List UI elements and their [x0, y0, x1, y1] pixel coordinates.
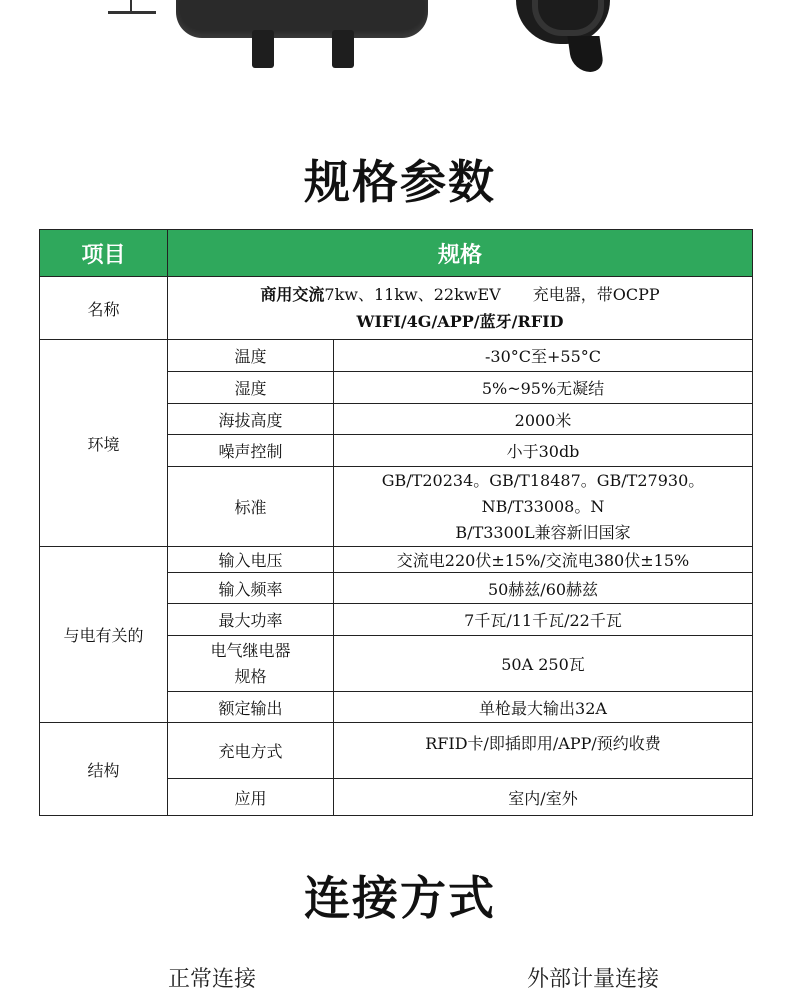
- row-item: 噪声控制: [168, 435, 334, 467]
- row-value: -30°C至+55°C: [334, 340, 753, 372]
- table-row-name: [40, 277, 753, 340]
- header-item: 项目: [40, 230, 168, 277]
- row-item: 标准: [168, 467, 334, 547]
- row-value: 室内/室外: [334, 779, 753, 816]
- header-spec: 规格: [168, 230, 753, 277]
- row-value: 交流电220伏±15%/交流电380伏±15%: [334, 547, 753, 573]
- name-line1: 7kw、11kw、22kwEV 充电器，带OCPP: [324, 285, 660, 304]
- row-value: 单枪最大输出32A: [334, 692, 753, 723]
- charger-cable-right: [332, 30, 354, 68]
- table-row: [40, 547, 753, 573]
- spec-section-title: 规格参数: [304, 155, 496, 209]
- dimension-mark-horizontal: [108, 11, 156, 14]
- table-row: [40, 723, 753, 779]
- standard-line: GB/T20234。GB/T18487。GB/T27930。: [381, 470, 705, 490]
- row-item: 输入频率: [168, 573, 334, 604]
- row-item: 湿度: [168, 372, 334, 404]
- connection-section-title: 连接方式: [304, 871, 496, 925]
- group-label-electrical: 与电有关的: [40, 547, 168, 723]
- relay-line: 规格: [234, 666, 267, 686]
- spec-table: [39, 229, 753, 816]
- table-row: [40, 340, 753, 372]
- row-item-relay: [168, 636, 334, 692]
- name-line2: WIFI/4G/APP/蓝牙/RFID: [356, 312, 564, 331]
- charger-box-image: [176, 0, 428, 38]
- row-value: RFID卡/即插即用/APP/预约收费: [334, 723, 753, 779]
- row-item: 海拔高度: [168, 404, 334, 435]
- name-value: [168, 277, 753, 340]
- row-item: 温度: [168, 340, 334, 372]
- name-bold-prefix: 商用交流: [260, 285, 325, 304]
- table-header-row: [40, 230, 753, 277]
- name-label: 名称: [40, 277, 168, 340]
- row-value-standard: [334, 467, 753, 547]
- row-item: 额定输出: [168, 692, 334, 723]
- row-value: 小于30db: [334, 435, 753, 467]
- charging-plug-cord: [567, 36, 604, 72]
- row-value: 50赫兹/60赫兹: [334, 573, 753, 604]
- row-item: 最大功率: [168, 604, 334, 636]
- row-item: 输入电压: [168, 547, 334, 573]
- row-item: 充电方式: [168, 723, 334, 779]
- standard-line: B/T3300L兼容新旧国家: [455, 522, 631, 542]
- row-value: 5%~95%无凝结: [334, 372, 753, 404]
- row-value: 50A 250瓦: [334, 636, 753, 692]
- row-item: 应用: [168, 779, 334, 816]
- normal-connection-label: 正常连接: [168, 967, 257, 992]
- charger-cable-left: [252, 30, 274, 68]
- relay-line: 电气继电器: [210, 640, 291, 660]
- external-metering-label: 外部计量连接: [527, 967, 660, 992]
- group-label-structure: 结构: [40, 723, 168, 816]
- row-value: 7千瓦/11千瓦/22千瓦: [334, 604, 753, 636]
- standard-line: NB/T33008。N: [481, 496, 605, 516]
- group-label-environment: 环境: [40, 340, 168, 547]
- row-value: 2000米: [334, 404, 753, 435]
